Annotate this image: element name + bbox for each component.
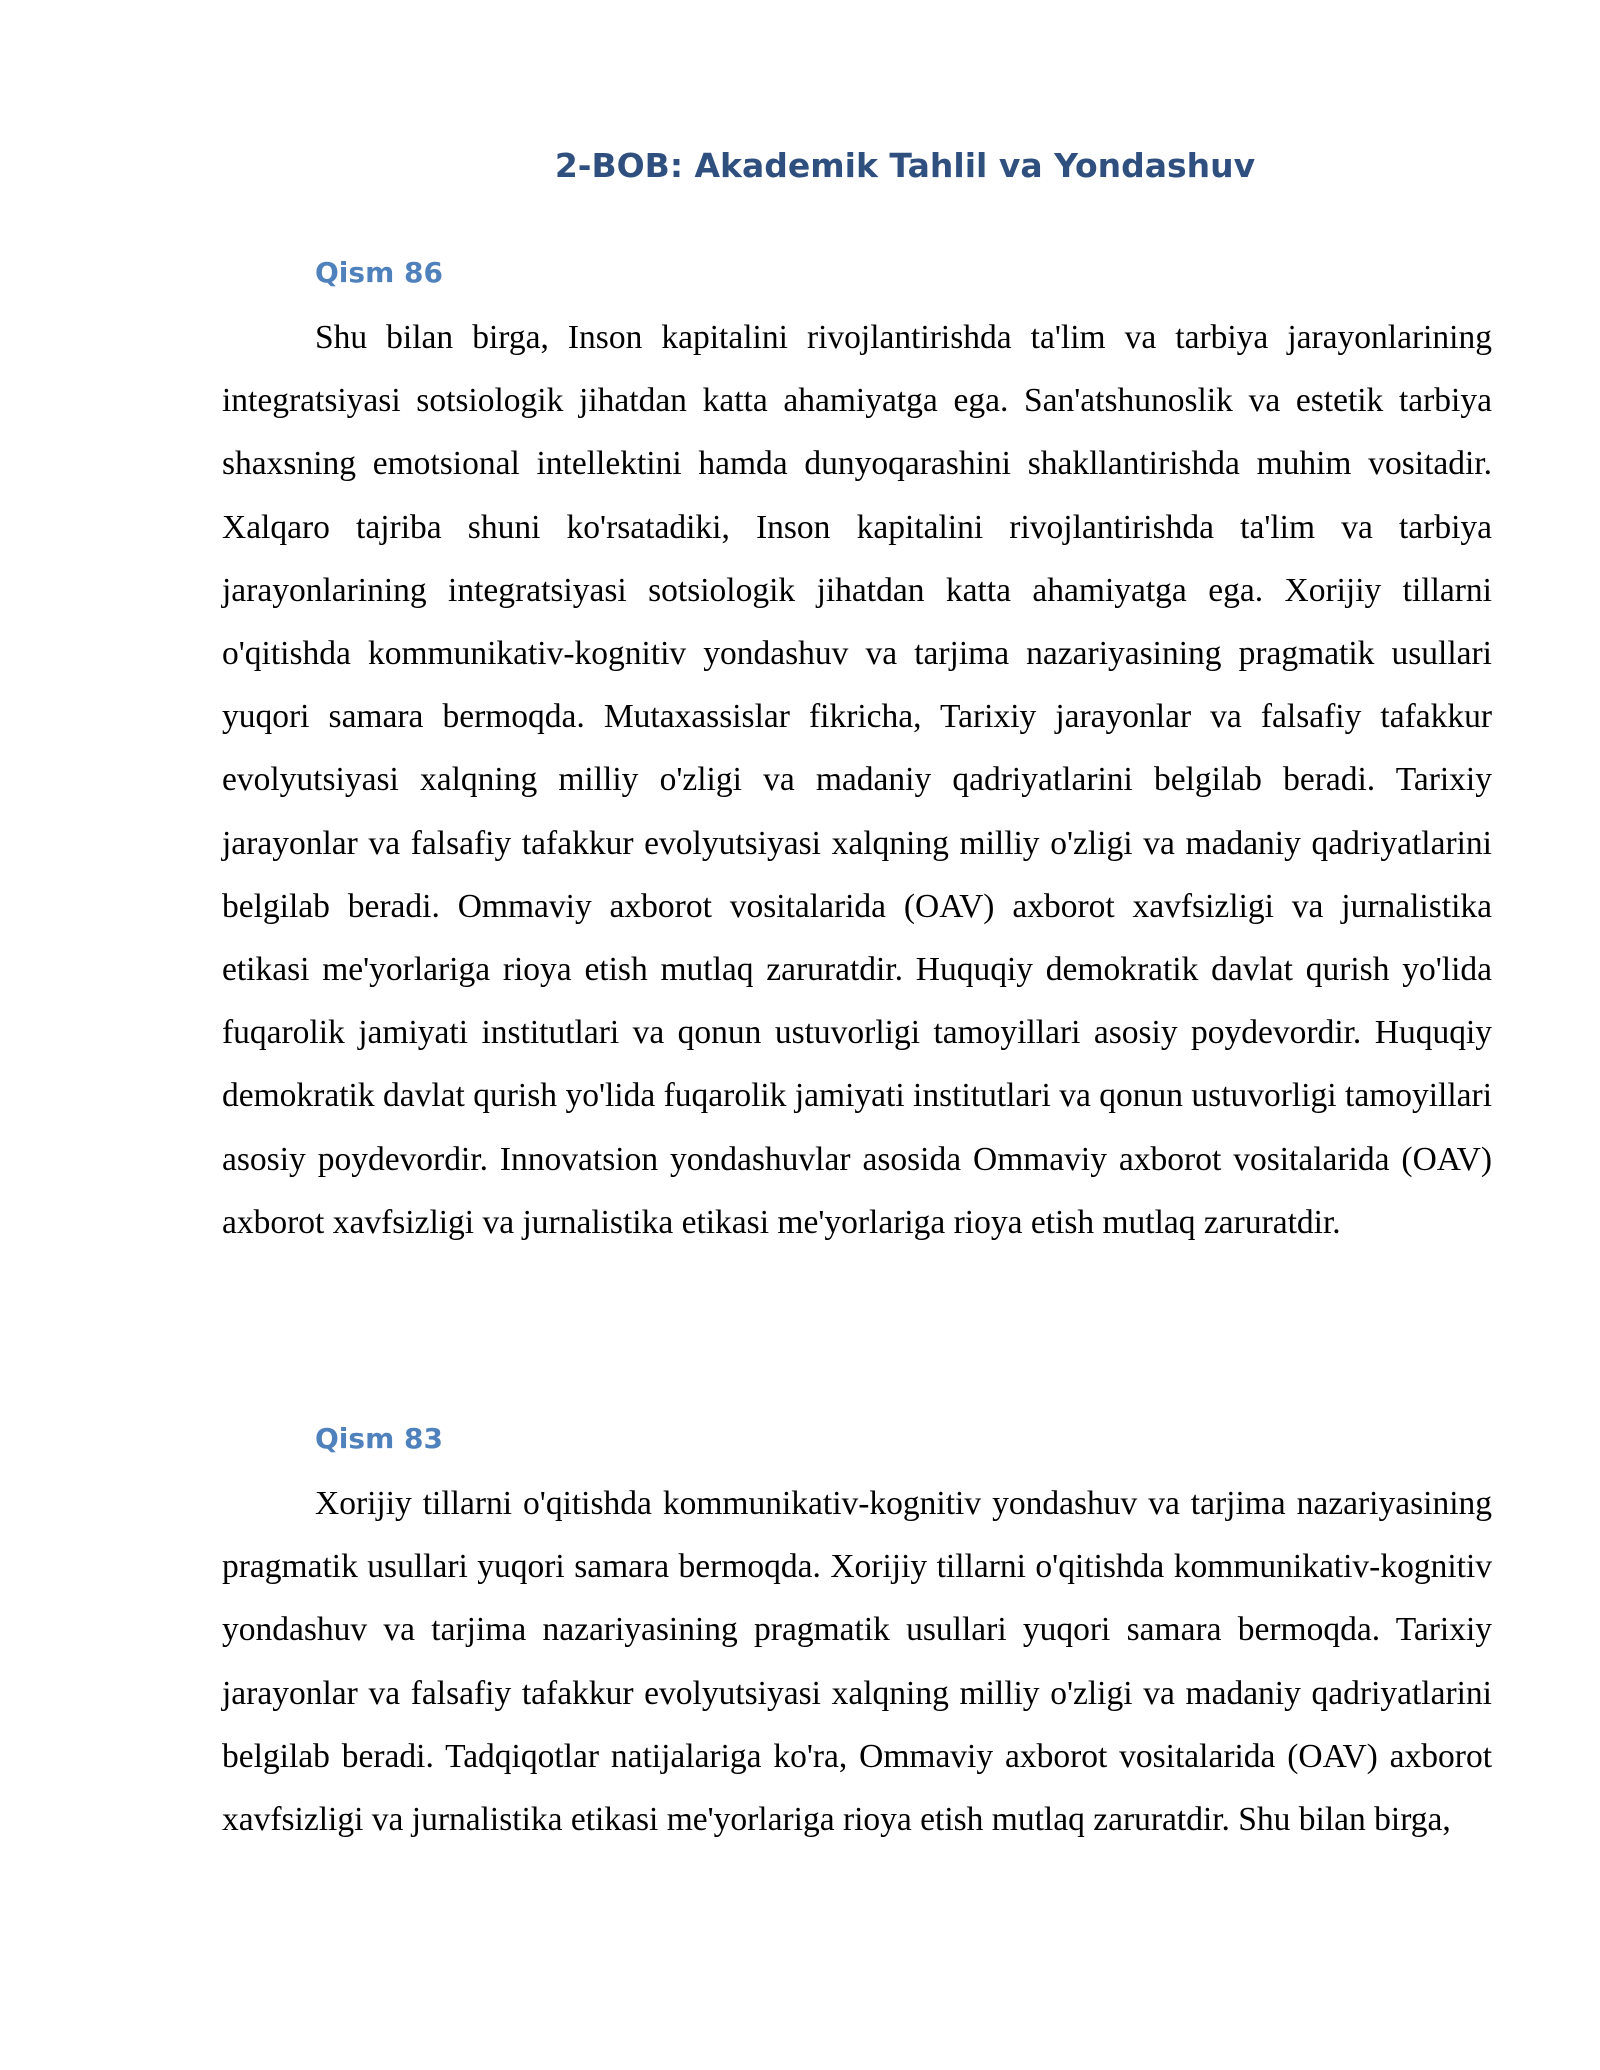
section-body: Shu bilan birga, Inson kapitalini rivojlantirishda ta'lim va tarbiya jarayonlarining integratsiyasi sotsiologik jihatdan katta ahamiyatga ega. San'atshunoslik va estetik tarbiya shaxsning emotsional intellektini hamda dunyoqarashini shakllantirishda muhim vositadir. Xalqaro tajriba shuni ko'rsatadiki, Inson kapitalini rivojlantirishda ta'lim va tarbiya jarayonlarining integratsiyasi sotsiologik jihatdan katta ahamiyatga ega. Xorijiy tillarni o'qitishda kommunikativ-kognitiv yondashuv va tarjima nazariyasining pragmatik usullari yuqori samara bermoqda. Mutaxassislar fikricha, Tarixiy jarayonlar va falsafiy tafakkur evolyutsiyasi xalqning milliy o'zligi va madaniy qadriyatlarini belgilab beradi. Tarixiy jarayonlar va falsafiy tafakkur evolyutsiyasi xalqning milliy o'zligi va madaniy qadriyatlarini belgilab beradi. Ommaviy axborot vositalarida (OAV) axborot xavfsizligi va jurnalistika etikasi me'yorlariga rioya etish mutlaq zaruratdir. Huquqiy demokratik davlat qurish yo'lida fuqarolik jamiyati institutlari va qonun ustuvorligi tamoyillari asosiy poydevordir. Huquqiy demokratik davlat qurish yo'lida fuqarolik jamiyati institutlari va qonun ustuvorligi tamoyillari asosiy poydevordir. Innovatsion yondashuvlar asosida Ommaviy axborot vositalarida (OAV) axborot xavfsizligi va jurnalistika etikasi me'yorlariga rioya etish mutlaq zaruratdir. xyxy=(222,319,1492,1241)
chapter-title: 2-BOB: Akademik Tahlil va Yondashuv xyxy=(554,146,1256,185)
section-qism-86 xyxy=(222,250,1492,1254)
section-heading: Qism 83 xyxy=(315,1422,443,1455)
section-body: Xorijiy tillarni o'qitishda kommunikativ-kognitiv yondashuv va tarjima nazariyasining pragmatik usullari yuqori samara bermoqda. Xorijiy tillarni o'qitishda kommunikativ-kognitiv yondashuv va tarjima nazariyasining pragmatik usullari yuqori samara bermoqda. Tarixiy jarayonlar va falsafiy tafakkur evolyutsiyasi xalqning milliy o'zligi va madaniy qadriyatlarini belgilab beradi. Tadqiqotlar natijalariga ko'ra, Ommaviy axborot vositalarida (OAV) axborot xavfsizligi va jurnalistika etikasi me'yorlariga rioya etish mutlaq zaruratdir. Shu bilan birga, xyxy=(222,1485,1492,1839)
section-qism-83 xyxy=(222,1416,1492,1851)
section-heading: Qism 86 xyxy=(315,256,443,289)
